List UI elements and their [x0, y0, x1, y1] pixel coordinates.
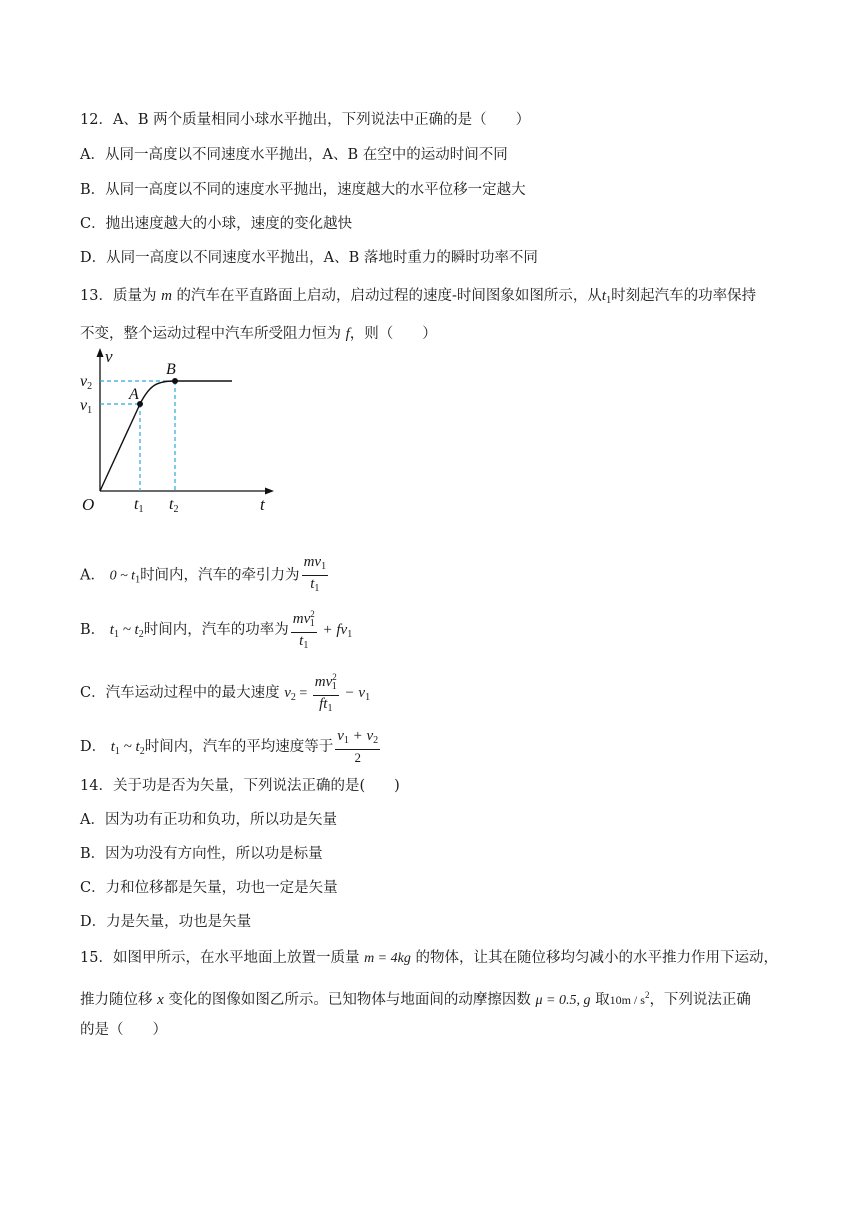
q15-stem-line3: 的是（ ） — [80, 1022, 167, 1038]
q13-option-b: B． $t_1$ ~ $t_2$时间内，汽车的功率为 $\frac{mv^2_1}{t_1}$ + $fv_1$ — [80, 609, 353, 651]
max-speed-fraction: $\frac{mv^2_1}{ft_1}$ — [314, 672, 337, 714]
t1-label: t1 — [134, 496, 144, 515]
v-axis-arrow — [97, 348, 104, 357]
axis-t-label: t — [260, 495, 265, 514]
q13-stem-line2: 不变，整个运动过程中汽车所受阻力恒为 f，则（ ） — [80, 326, 437, 342]
v1-label: v1 — [80, 397, 93, 416]
q12-option-c: C．抛出速度越大的小球，速度的变化越快 — [80, 216, 353, 232]
q13-option-a: A． 0 ~ $t_1$时间内，汽车的牵引力为 $\frac{mv_1}{t_1}$ — [80, 554, 327, 594]
power-fraction: $\frac{mv^2_1}{t_1}$ — [292, 609, 315, 651]
traction-force-fraction: $\frac{mv_1}{t_1}$ — [303, 554, 327, 594]
axis-v-label: v — [105, 348, 113, 366]
velocity-curve — [100, 381, 232, 491]
q13-stem-line1: 13．质量为 m 的汽车在平直路面上启动，启动过程的速度-时间图象如图所示，从$t_1$时刻起汽车的功率保持 — [80, 288, 757, 306]
v2-label: v2 — [80, 373, 93, 392]
q13-option-c: C．汽车运动过程中的最大速度 $v_2$ = $\frac{mv^2_1}{ft_1}$ − $v_1$ — [80, 672, 371, 714]
t2-label: t2 — [169, 496, 179, 515]
point-a-label: A — [129, 386, 139, 403]
q14-option-c: C．力和位移都是矢量，功也一定是矢量 — [80, 880, 338, 896]
q12-option-d: D．从同一高度以不同速度水平抛出，A、B 落地时重力的瞬时功率不同 — [80, 250, 538, 266]
average-speed-fraction: $\frac{v_1 + v_2}{2}$ — [337, 728, 379, 765]
q14-stem: 14．关于功是否为矢量，下列说法正确的是( ) — [80, 778, 400, 794]
q14-option-b: B．因为功没有方向性，所以功是标量 — [80, 846, 323, 862]
q12-stem: 12．A、B 两个质量相同小球水平抛出，下列说法中正确的是（ ） — [80, 112, 531, 128]
q15-stem-line1: 15．如图甲所示，在水平地面上放置一质量 m = 4kg 的物体，让其在随位移均匀减小的水平推力作用下运动， — [80, 950, 778, 966]
point-b-label: B — [166, 361, 176, 378]
t-axis-arrow — [265, 488, 274, 495]
q12-option-b: B．从同一高度以不同的速度水平抛出，速度越大的水平位移一定越大 — [80, 182, 526, 198]
q14-option-a: A．因为功有正功和负功，所以功是矢量 — [80, 812, 337, 828]
q14-option-d: D．力是矢量，功也是矢量 — [80, 914, 252, 930]
velocity-time-graph — [80, 348, 280, 518]
q15-stem-line2: 推力随位移 x 变化的图像如图乙所示。已知物体与地面间的动摩擦因数 μ = 0.5, g 取$10m / s^2$，下列说法正确 — [80, 990, 751, 1008]
point-b — [172, 378, 178, 384]
q13-option-d: D． $t_1$ ~ $t_2$时间内，汽车的平均速度等于 $\frac{v_1 + v_2}{2}$ — [80, 728, 379, 765]
origin-label: O — [82, 495, 95, 514]
q12-option-a: A．从同一高度以不同速度水平抛出，A、B 在空中的运动时间不同 — [80, 147, 508, 163]
